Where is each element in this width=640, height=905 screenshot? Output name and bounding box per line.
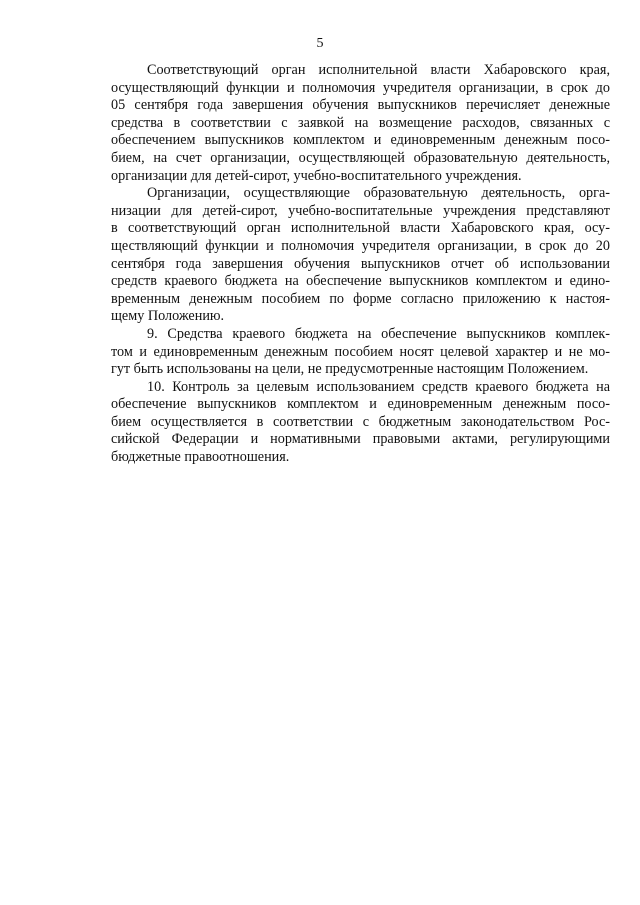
text-line: 9. Средства краевого бюджета на обеспечение выпускников комплек- [147, 325, 610, 342]
text-line: щему Положению. [111, 308, 225, 325]
text-line: обеспечение выпускников комплектом и единовременным денежным посо- [111, 396, 610, 413]
text-line: в соответствующий орган исполнительной власти Хабаровского края, осу- [111, 220, 610, 237]
text-line: ществляющий функции и полномочия учредителя организации, в срок до 20 [111, 237, 610, 254]
paragraph-report [111, 185, 610, 326]
paragraph-item-9 [111, 326, 610, 379]
text-line: обеспечением выпускников комплектом и единовременным денежным посо- [111, 132, 610, 149]
text-line: Организации, осуществляющие образовательную деятельность, орга- [147, 185, 610, 202]
text-line: осуществляющий функции и полномочия учредителя организации, в срок до [111, 79, 610, 96]
page-number: 5 [316, 36, 324, 51]
text-line: средства в соответствии с заявкой на возмещение расходов, связанных с [111, 114, 610, 131]
document-body [111, 62, 610, 467]
text-line: бием осуществляется в соответствии с бюджетным законодательством Рос- [111, 413, 610, 430]
paragraph-funds-transfer [111, 62, 610, 185]
text-line: временным денежным пособием по форме согласно приложению к настоя- [111, 290, 610, 307]
text-line: сийской Федерации и нормативными правовыми актами, регулирующими [111, 431, 610, 448]
text-line: низации для детей-сирот, учебно-воспитательные учреждения представляют [111, 202, 610, 219]
text-line: 10. Контроль за целевым использованием средств краевого бюджета на [147, 378, 610, 395]
text-line: бюджетные правоотношения. [111, 449, 290, 466]
text-line: средств краевого бюджета на обеспечение выпускников комплектом и едино- [111, 273, 610, 290]
text-line: 05 сентября года завершения обучения выпускников перечисляет денежные [111, 97, 610, 114]
text-line: бием, на счет организации, осуществляющей образовательную деятельность, [111, 149, 610, 166]
text-line: сентября года завершения обучения выпускников отчет об использовании [111, 255, 610, 272]
text-line: Соответствующий орган исполнительной власти Хабаровского края, [147, 62, 610, 78]
text-line: организации для детей-сирот, учебно-воспитательного учреждения. [111, 167, 522, 184]
text-line: том и единовременным денежным пособием носят целевой характер и не мо- [111, 343, 610, 360]
text-line: гут быть использованы на цели, не предусмотренные настоящим Положением. [111, 361, 589, 378]
paragraph-item-10 [111, 379, 610, 467]
